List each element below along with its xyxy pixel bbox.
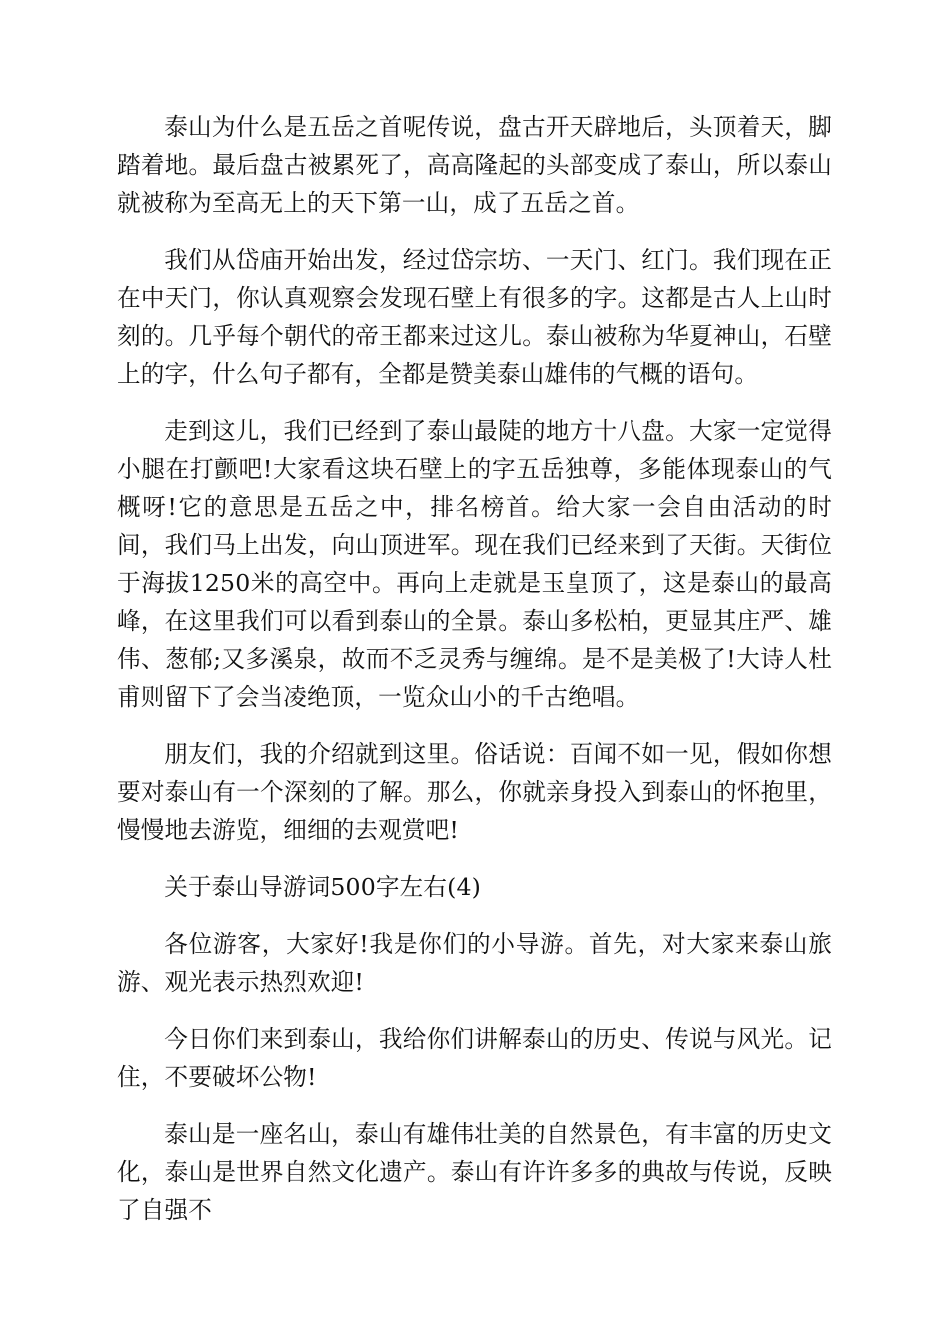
- paragraph-closing-remarks: 朋友们，我的介绍就到这里。俗话说：百闻不如一见，假如你想要对泰山有一个深刻的了解。那么，你就亲身投入到泰山的怀抱里，慢慢地去游览，细细的去观赏吧!: [117, 740, 832, 844]
- paragraph-zhongtianmen: 我们从岱庙开始出发，经过岱宗坊、一天门、红门。我们现在正在中天门，你认真观察会发现石壁上有很多的字。这都是古人上山时刻的。几乎每个朝代的帝王都来过这儿。泰山被称为华夏神山，石壁上的字，什么句子都有，全都是赞美泰山雄伟的气概的语句。: [117, 246, 832, 388]
- paragraph-today: 今日你们来到泰山，我给你们讲解泰山的历史、传说与风光。记住，不要破坏公物!: [117, 1025, 832, 1091]
- paragraph-eighteen-bends: 走到这儿，我们已经到了泰山最陡的地方十八盘。大家一定觉得小腿在打颤吧!大家看这块石壁上的字五岳独尊，多能体现泰山的气概呀!它的意思是五岳之中，排名榜首。给大家一会自由活动的时间，我们马上出发，向山顶进军。现在我们已经来到了天街。天街位于海拔1250米的高空中。再向上走就是玉皇顶了，这是泰山的最高峰，在这里我们可以看到泰山的全景。泰山多松柏，更显其庄严、雄伟、葱郁;又多溪泉，故而不乏灵秀与缠绵。是不是美极了!大诗人杜甫则留下了会当凌绝顶，一览众山小的千古绝唱。: [117, 417, 832, 711]
- document-body: [117, 108, 832, 1229]
- paragraph-welcome: 各位游客，大家好!我是你们的小导游。首先，对大家来泰山旅游、观光表示热烈欢迎!: [117, 930, 832, 996]
- section-heading: 关于泰山导游词500字左右(4): [164, 873, 481, 901]
- paragraph-famous-mountain: 泰山是一座名山，泰山有雄伟壮美的自然景色，有丰富的历史文化，泰山是世界自然文化遗产。泰山有许许多多的典故与传说，反映了自强不: [117, 1120, 832, 1224]
- paragraph-legend-of-pangu: 泰山为什么是五岳之首呢传说，盘古开天辟地后，头顶着天，脚踏着地。最后盘古被累死了，高高隆起的头部变成了泰山，所以泰山就被称为至高无上的天下第一山，成了五岳之首。: [117, 113, 832, 217]
